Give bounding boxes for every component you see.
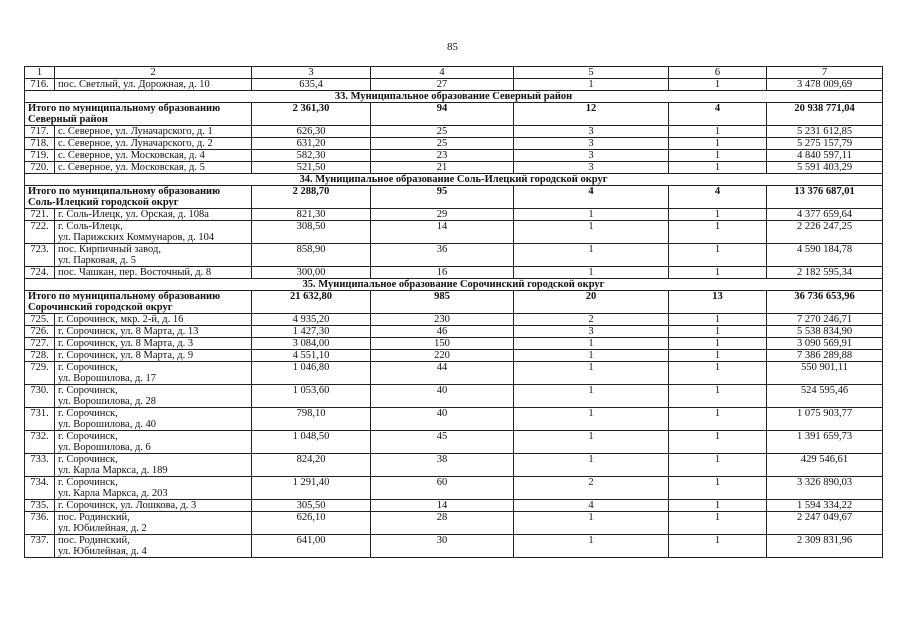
- count-cell: 94: [371, 103, 514, 126]
- col5-cell: 1: [514, 512, 669, 535]
- row-number: 731.: [25, 408, 55, 431]
- area-cell: 1 291,40: [252, 477, 371, 500]
- section-title: 34. Муниципальное образование Соль-Илецкий городской округ: [25, 174, 883, 186]
- cost-cell: 550 901,11: [767, 362, 883, 385]
- address: г. Сорочинск, ул. 8 Марта, д. 13: [55, 326, 252, 338]
- col5-cell: 4: [514, 500, 669, 512]
- row-number: 719.: [25, 150, 55, 162]
- col6-cell: 1: [669, 512, 767, 535]
- address: г. Сорочинск, мкр. 2-й, д. 16: [55, 314, 252, 326]
- area-cell: 1 427,30: [252, 326, 371, 338]
- count-cell: 38: [371, 454, 514, 477]
- cost-cell: 3 326 890,03: [767, 477, 883, 500]
- col5-cell: 1: [514, 267, 669, 279]
- table-row: [25, 150, 883, 162]
- row-number: 734.: [25, 477, 55, 500]
- cost-cell: 1 594 334,22: [767, 500, 883, 512]
- col6-cell: 1: [669, 338, 767, 350]
- count-cell: 29: [371, 209, 514, 221]
- table-row: [25, 338, 883, 350]
- area-cell: 305,50: [252, 500, 371, 512]
- cost-cell: 20 938 771,04: [767, 103, 883, 126]
- section-title: 33. Муниципальное образование Северный район: [25, 91, 883, 103]
- count-cell: 25: [371, 126, 514, 138]
- cost-cell: 4 377 659,64: [767, 209, 883, 221]
- cost-cell: 5 275 157,79: [767, 138, 883, 150]
- address: г. Сорочинск, ул. Ворошилова, д. 6: [55, 431, 252, 454]
- table-body: [25, 67, 883, 558]
- area-cell: 2 361,30: [252, 103, 371, 126]
- area-cell: 4 935,20: [252, 314, 371, 326]
- area-cell: 626,10: [252, 512, 371, 535]
- section-title: 35. Муниципальное образование Сорочинский городской округ: [25, 279, 883, 291]
- row-number: 718.: [25, 138, 55, 150]
- area-cell: 798,10: [252, 408, 371, 431]
- row-number: 733.: [25, 454, 55, 477]
- count-cell: 985: [371, 291, 514, 314]
- col5-cell: 1: [514, 362, 669, 385]
- col5-cell: 1: [514, 454, 669, 477]
- row-number: 736.: [25, 512, 55, 535]
- address: г. Сорочинск, ул. Карла Маркса, д. 189: [55, 454, 252, 477]
- row-number: 737.: [25, 535, 55, 558]
- col5-cell: 1: [514, 385, 669, 408]
- col6-cell: 1: [669, 431, 767, 454]
- col6-cell: 1: [669, 408, 767, 431]
- cost-cell: 524 595,46: [767, 385, 883, 408]
- col5-cell: 12: [514, 103, 669, 126]
- area-cell: 635,4: [252, 79, 371, 91]
- table-row: [25, 221, 883, 244]
- table-row: [25, 362, 883, 385]
- col6-cell: 13: [669, 291, 767, 314]
- cost-cell: 2 226 247,25: [767, 221, 883, 244]
- address: г. Сорочинск, ул. Ворошилова, д. 28: [55, 385, 252, 408]
- cost-cell: 3 090 569,91: [767, 338, 883, 350]
- col6-cell: 1: [669, 150, 767, 162]
- col5-cell: 1: [514, 408, 669, 431]
- area-cell: 3 084,00: [252, 338, 371, 350]
- count-cell: 40: [371, 408, 514, 431]
- col5-cell: 1: [514, 209, 669, 221]
- total-label: Итого по муниципальному образованию Северный район: [25, 103, 252, 126]
- cost-cell: 3 478 009,69: [767, 79, 883, 91]
- table-row: [25, 126, 883, 138]
- count-cell: 40: [371, 385, 514, 408]
- count-cell: 220: [371, 350, 514, 362]
- address: пос. Родинский, ул. Юбилейная, д. 2: [55, 512, 252, 535]
- area-cell: 1 048,50: [252, 431, 371, 454]
- cost-cell: 2 309 831,96: [767, 535, 883, 558]
- section-row: [25, 91, 883, 103]
- header-cell: 4: [371, 67, 514, 79]
- col6-cell: 1: [669, 221, 767, 244]
- total-row: [25, 186, 883, 209]
- cost-cell: 36 736 653,96: [767, 291, 883, 314]
- address: пос. Чашкан, пер. Восточный, д. 8: [55, 267, 252, 279]
- count-cell: 150: [371, 338, 514, 350]
- table-row: [25, 500, 883, 512]
- area-cell: 626,30: [252, 126, 371, 138]
- area-cell: 824,20: [252, 454, 371, 477]
- col6-cell: 4: [669, 103, 767, 126]
- col6-cell: 1: [669, 162, 767, 174]
- row-number: 724.: [25, 267, 55, 279]
- cost-cell: 4 840 597,11: [767, 150, 883, 162]
- col5-cell: 1: [514, 350, 669, 362]
- count-cell: 30: [371, 535, 514, 558]
- col5-cell: 3: [514, 326, 669, 338]
- area-cell: 2 288,70: [252, 186, 371, 209]
- cost-cell: 5 591 403,29: [767, 162, 883, 174]
- col6-cell: 1: [669, 350, 767, 362]
- housing-table: [24, 66, 883, 558]
- count-cell: 36: [371, 244, 514, 267]
- col6-cell: 1: [669, 244, 767, 267]
- col6-cell: 1: [669, 326, 767, 338]
- address: г. Сорочинск, ул. Карла Маркса, д. 203: [55, 477, 252, 500]
- section-row: [25, 279, 883, 291]
- row-number: 723.: [25, 244, 55, 267]
- col6-cell: 1: [669, 385, 767, 408]
- cost-cell: 13 376 687,01: [767, 186, 883, 209]
- count-cell: 21: [371, 162, 514, 174]
- col5-cell: 2: [514, 314, 669, 326]
- address: г. Сорочинск, ул. Лошкова, д. 3: [55, 500, 252, 512]
- area-cell: 641,00: [252, 535, 371, 558]
- col6-cell: 1: [669, 454, 767, 477]
- row-number: 730.: [25, 385, 55, 408]
- area-cell: 300,00: [252, 267, 371, 279]
- cost-cell: 4 590 184,78: [767, 244, 883, 267]
- total-row: [25, 103, 883, 126]
- col5-cell: 20: [514, 291, 669, 314]
- address: с. Северное, ул. Московская, д. 5: [55, 162, 252, 174]
- table-row: [25, 314, 883, 326]
- header-cell: 3: [252, 67, 371, 79]
- col6-cell: 1: [669, 79, 767, 91]
- row-number: 717.: [25, 126, 55, 138]
- col6-cell: 1: [669, 477, 767, 500]
- table-row: [25, 326, 883, 338]
- count-cell: 23: [371, 150, 514, 162]
- address: пос. Родинский, ул. Юбилейная, д. 4: [55, 535, 252, 558]
- cost-cell: 1 391 659,73: [767, 431, 883, 454]
- col5-cell: 3: [514, 150, 669, 162]
- row-number: 732.: [25, 431, 55, 454]
- col6-cell: 1: [669, 500, 767, 512]
- count-cell: 14: [371, 221, 514, 244]
- address: г. Сорочинск, ул. 8 Марта, д. 3: [55, 338, 252, 350]
- table-row: [25, 385, 883, 408]
- count-cell: 14: [371, 500, 514, 512]
- area-cell: 858,90: [252, 244, 371, 267]
- cost-cell: 5 538 834,90: [767, 326, 883, 338]
- total-row: [25, 291, 883, 314]
- section-row: [25, 174, 883, 186]
- row-number: 727.: [25, 338, 55, 350]
- table-row: [25, 79, 883, 91]
- header-cell: 7: [767, 67, 883, 79]
- area-cell: 521,50: [252, 162, 371, 174]
- address: г. Сорочинск, ул. Ворошилова, д. 17: [55, 362, 252, 385]
- col5-cell: 3: [514, 138, 669, 150]
- col5-cell: 2: [514, 477, 669, 500]
- col6-cell: 1: [669, 314, 767, 326]
- col5-cell: 1: [514, 244, 669, 267]
- cost-cell: 5 231 612,85: [767, 126, 883, 138]
- address: г. Соль-Илецк, ул. Парижских Коммунаров, д. 104: [55, 221, 252, 244]
- col6-cell: 1: [669, 362, 767, 385]
- count-cell: 95: [371, 186, 514, 209]
- cost-cell: 1 075 903,77: [767, 408, 883, 431]
- table-row: [25, 477, 883, 500]
- table-row: [25, 535, 883, 558]
- count-cell: 60: [371, 477, 514, 500]
- area-cell: 21 632,80: [252, 291, 371, 314]
- col5-cell: 1: [514, 431, 669, 454]
- area-cell: 1 053,60: [252, 385, 371, 408]
- address: пос. Кирпичный завод, ул. Парковая, д. 5: [55, 244, 252, 267]
- header-cell: 6: [669, 67, 767, 79]
- col5-cell: 3: [514, 162, 669, 174]
- row-number: 729.: [25, 362, 55, 385]
- row-number: 722.: [25, 221, 55, 244]
- address: г. Соль-Илецк, ул. Орская, д. 108а: [55, 209, 252, 221]
- col5-cell: 1: [514, 338, 669, 350]
- row-number: 728.: [25, 350, 55, 362]
- cost-cell: 7 270 246,71: [767, 314, 883, 326]
- col5-cell: 4: [514, 186, 669, 209]
- count-cell: 44: [371, 362, 514, 385]
- header-row: [25, 67, 883, 79]
- table-row: [25, 244, 883, 267]
- col6-cell: 1: [669, 138, 767, 150]
- table-row: [25, 138, 883, 150]
- total-label: Итого по муниципальному образованию Сорочинский городской округ: [25, 291, 252, 314]
- count-cell: 46: [371, 326, 514, 338]
- col6-cell: 4: [669, 186, 767, 209]
- table-row: [25, 162, 883, 174]
- area-cell: 1 046,80: [252, 362, 371, 385]
- header-cell: 2: [55, 67, 252, 79]
- col5-cell: 1: [514, 535, 669, 558]
- area-cell: 582,30: [252, 150, 371, 162]
- col6-cell: 1: [669, 209, 767, 221]
- cost-cell: 429 546,61: [767, 454, 883, 477]
- count-cell: 45: [371, 431, 514, 454]
- area-cell: 308,50: [252, 221, 371, 244]
- row-number: 716.: [25, 79, 55, 91]
- area-cell: 821,30: [252, 209, 371, 221]
- page-number: 85: [447, 41, 458, 53]
- count-cell: 27: [371, 79, 514, 91]
- address: с. Северное, ул. Луначарского, д. 1: [55, 126, 252, 138]
- cost-cell: 2 247 049,67: [767, 512, 883, 535]
- count-cell: 230: [371, 314, 514, 326]
- cost-cell: 2 182 595,34: [767, 267, 883, 279]
- col5-cell: 1: [514, 79, 669, 91]
- table-row: [25, 408, 883, 431]
- table-row: [25, 209, 883, 221]
- col5-cell: 3: [514, 126, 669, 138]
- table-row: [25, 350, 883, 362]
- count-cell: 25: [371, 138, 514, 150]
- col6-cell: 1: [669, 126, 767, 138]
- area-cell: 631,20: [252, 138, 371, 150]
- count-cell: 16: [371, 267, 514, 279]
- header-cell: 1: [25, 67, 55, 79]
- row-number: 735.: [25, 500, 55, 512]
- header-cell: 5: [514, 67, 669, 79]
- total-label: Итого по муниципальному образованию Соль-Илецкий городской округ: [25, 186, 252, 209]
- row-number: 725.: [25, 314, 55, 326]
- table-row: [25, 512, 883, 535]
- address: г. Сорочинск, ул. 8 Марта, д. 9: [55, 350, 252, 362]
- col5-cell: 1: [514, 221, 669, 244]
- col6-cell: 1: [669, 267, 767, 279]
- col6-cell: 1: [669, 535, 767, 558]
- address: г. Сорочинск, ул. Ворошилова, д. 40: [55, 408, 252, 431]
- row-number: 721.: [25, 209, 55, 221]
- table-row: [25, 267, 883, 279]
- address: с. Северное, ул. Луначарского, д. 2: [55, 138, 252, 150]
- table-row: [25, 431, 883, 454]
- area-cell: 4 551,10: [252, 350, 371, 362]
- address: с. Северное, ул. Московская, д. 4: [55, 150, 252, 162]
- count-cell: 28: [371, 512, 514, 535]
- row-number: 726.: [25, 326, 55, 338]
- address: пос. Светлый, ул. Дорожная, д. 10: [55, 79, 252, 91]
- table-row: [25, 454, 883, 477]
- cost-cell: 7 386 289,88: [767, 350, 883, 362]
- row-number: 720.: [25, 162, 55, 174]
